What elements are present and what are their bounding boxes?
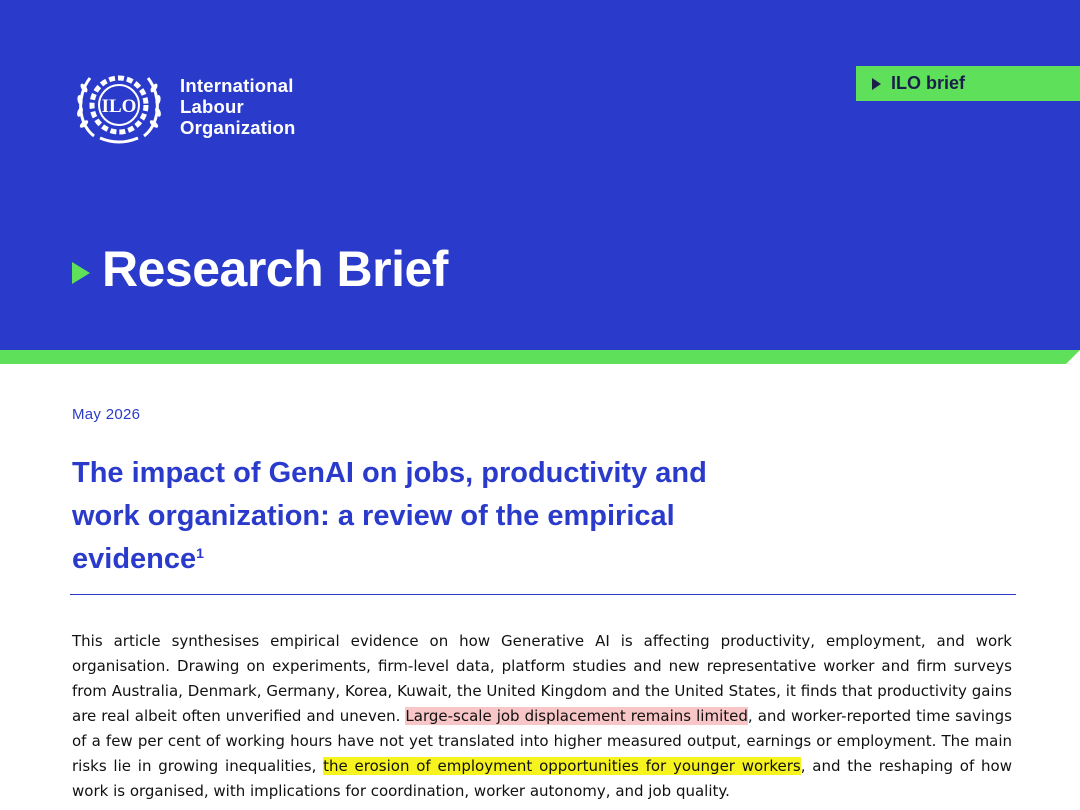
highlight-displacement: Large-scale job displacement remains limited (405, 707, 748, 725)
header-banner (0, 0, 1080, 350)
document-title (72, 452, 772, 581)
title-divider (70, 594, 1016, 595)
document-title-text: The impact of GenAI on jobs, productivity and work organization: a review of the empirical evidence (72, 457, 707, 575)
footnote-marker[interactable]: 1 (196, 545, 204, 561)
org-name-line-3: Organization (180, 116, 296, 138)
org-name (180, 75, 295, 138)
brief-type-title: Research Brief (102, 241, 448, 297)
emblem-text: ILO (101, 96, 137, 117)
highlight-younger-workers: the erosion of employment opportunities for younger workers (323, 757, 801, 775)
abstract-text-2: , and worker-reported time savings of a few per cent of working hours have not yet translated into higher measured output, earnings or employment. The main risks lie in growing inequalities, (72, 707, 1012, 775)
abstract-text-3: , and the reshaping of how work is organised, with implications for coordination, worker autonomy, and job quality. (72, 757, 1012, 800)
brief-type-heading (72, 240, 448, 298)
ilo-brief-label: ILO brief (891, 73, 966, 93)
publication-date: May 2026 (72, 406, 141, 423)
play-triangle-icon (872, 78, 881, 90)
ilo-emblem-icon (72, 66, 166, 146)
play-triangle-icon (72, 262, 90, 284)
ilo-logo[interactable] (72, 66, 295, 146)
org-name-line-2: Labour (180, 95, 244, 117)
green-accent-strip (0, 350, 1080, 364)
ilo-brief-tag[interactable] (856, 66, 1080, 101)
abstract-paragraph (72, 629, 1012, 804)
abstract-text-1: This article synthesises empirical evidence on how Generative AI is affecting productivity, employment, and work organisation. Drawing on experiments, firm-level data, platform studies and new representative worker and firm surveys from Australia, Denmark, Germany, Korea, Kuwait, the United Kingdom and the United States, it finds that productivity gains are real albeit often unverified and uneven. (72, 632, 1012, 725)
org-name-line-1: International (180, 74, 294, 96)
